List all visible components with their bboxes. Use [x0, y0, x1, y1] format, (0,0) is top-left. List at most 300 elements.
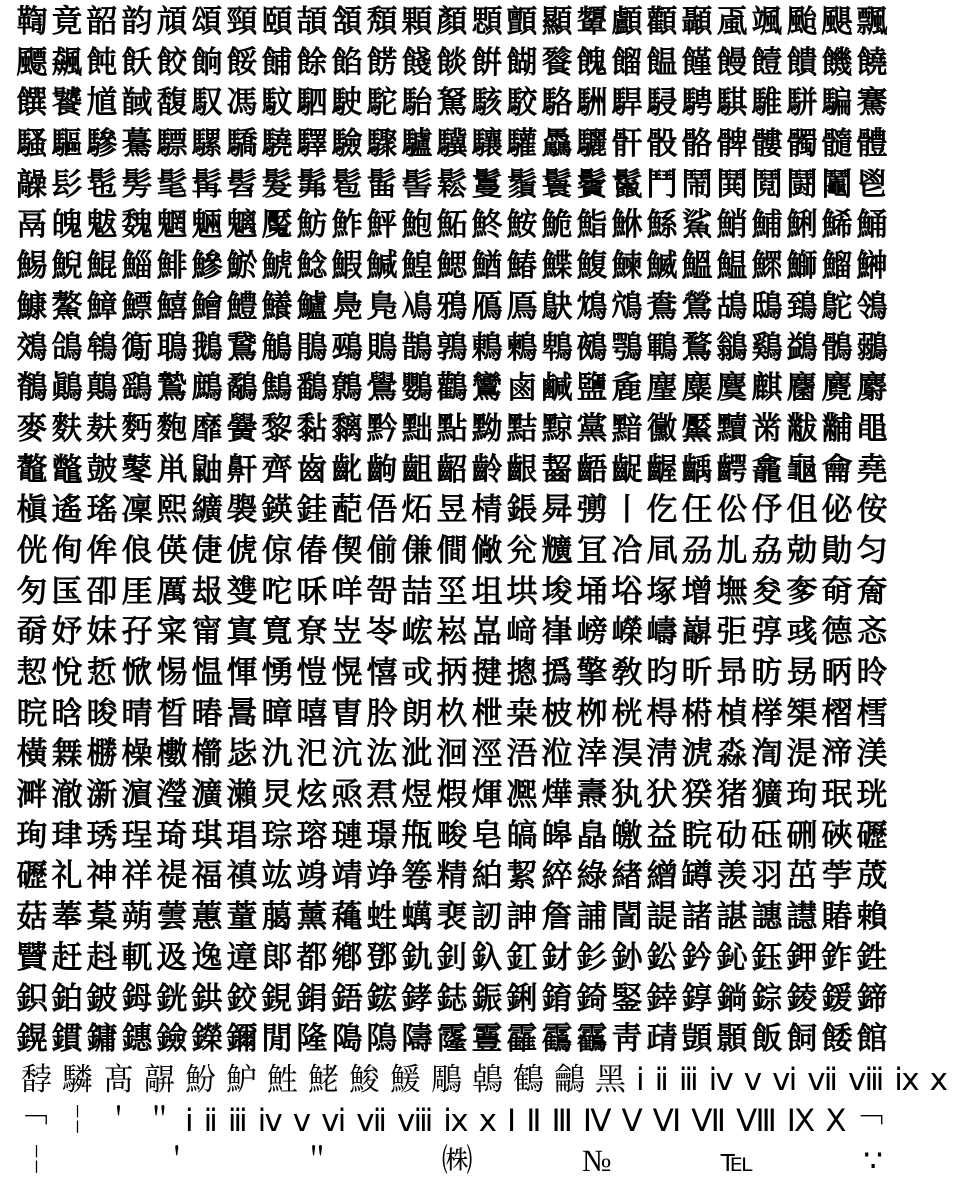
- glyph: 餘: [296, 44, 328, 81]
- glyph: 絜: [506, 858, 538, 895]
- glyph: 珣: [16, 817, 48, 854]
- glyph: 涇: [471, 736, 503, 773]
- glyph: 誾: [611, 899, 643, 936]
- glyph: 珒: [51, 817, 83, 854]
- glyph: 赶: [51, 939, 83, 976]
- glyph: 齒: [296, 451, 328, 488]
- glyph: Ⅲ: [551, 1102, 573, 1138]
- glyph: 騙: [821, 85, 853, 122]
- glyph: 厓: [121, 573, 153, 610]
- glyph: 魍: [156, 207, 188, 244]
- glyph: 槢: [821, 695, 853, 732]
- glyph: 黜: [401, 410, 433, 447]
- glyph: 鯏: [786, 207, 818, 244]
- glyph: 洄: [436, 736, 468, 773]
- glyph: 饒: [856, 44, 888, 81]
- glyph: 渹: [751, 736, 783, 773]
- glyph: 顥: [716, 1021, 748, 1058]
- glyph: 饋: [786, 44, 818, 81]
- glyph: 炅: [261, 777, 293, 814]
- glyph: 晗: [51, 695, 83, 732]
- glyph: 銈: [296, 492, 328, 529]
- glyph: 湜: [786, 736, 818, 773]
- glyph: ￢: [21, 1102, 52, 1138]
- glyph: 敎: [611, 655, 643, 691]
- glyph: 丨: [611, 492, 643, 529]
- glyph: 鮟: [506, 207, 538, 244]
- glyph: 犱: [611, 777, 643, 814]
- glyph: 髻: [401, 166, 433, 203]
- glyph: 珉: [821, 777, 853, 814]
- glyph: 寘: [226, 614, 258, 651]
- glyph: 玽: [786, 777, 818, 814]
- glyph: 鼡: [156, 451, 188, 488]
- glyph: ⅴ: [292, 1102, 312, 1138]
- glyph: 砡: [751, 817, 783, 854]
- glyph: 鹹: [541, 370, 573, 407]
- glyph: 浯: [506, 736, 538, 773]
- glyph: 鶚: [611, 329, 643, 366]
- glyph: 譿: [786, 899, 818, 936]
- glyph: 桄: [611, 695, 643, 732]
- glyph: 鸚: [401, 370, 433, 407]
- glyph: 霳: [436, 1021, 468, 1058]
- glyph: 咩: [331, 573, 363, 610]
- glyph: 淏: [611, 736, 643, 773]
- glyph: 騅: [751, 85, 783, 122]
- glyph: 寬: [261, 614, 293, 651]
- glyph: 餉: [191, 44, 223, 81]
- glyph: 鶯: [681, 288, 713, 325]
- glyph: 訷: [506, 899, 538, 936]
- glyph: 飩: [86, 44, 118, 81]
- glyph: 鰕: [331, 248, 363, 285]
- glyph: 櫤: [191, 736, 223, 773]
- glyph: 憘: [366, 655, 398, 691]
- glyph: 侒: [856, 492, 888, 529]
- glyph: 錝: [751, 980, 783, 1017]
- glyph: 俉: [366, 492, 398, 529]
- glyph-row: [16, 409, 888, 450]
- glyph: 馮: [226, 85, 258, 122]
- glyph: 騷: [16, 126, 48, 163]
- glyph: 橾: [121, 736, 153, 773]
- glyph: 鵤: [261, 329, 293, 366]
- glyph: 齬: [576, 451, 608, 488]
- glyph: 鬢: [576, 166, 608, 203]
- glyph: 墲: [716, 573, 748, 610]
- glyph: 駢: [786, 85, 818, 122]
- glyph: 鉙: [16, 980, 48, 1017]
- glyph: 魎: [191, 207, 223, 244]
- glyph: Ⅴ: [621, 1102, 643, 1138]
- glyph: 遧: [226, 939, 258, 976]
- glyph: 髟: [51, 166, 83, 203]
- glyph: 礰: [16, 858, 48, 895]
- glyph: 弴: [751, 614, 783, 651]
- glyph-row: [16, 205, 888, 246]
- glyph: 鈹: [86, 980, 118, 1017]
- glyph-row: [16, 572, 888, 613]
- glyph: 鋙: [331, 980, 363, 1017]
- glyph: 駑: [436, 85, 468, 122]
- glyph: 凬: [646, 532, 678, 569]
- glyph: 鰓: [436, 248, 468, 285]
- glyph: 釞: [471, 939, 503, 976]
- glyph: 鬧: [681, 166, 713, 203]
- glyph: 羽: [751, 858, 783, 895]
- glyph: 煇: [471, 777, 503, 814]
- glyph: ⅵ: [321, 1102, 347, 1138]
- glyph: 駻: [611, 85, 643, 122]
- glyph: 鴟: [751, 288, 783, 325]
- glyph: 饑: [821, 44, 853, 81]
- glyph: 珵: [121, 817, 153, 854]
- glyph: 冝: [576, 532, 608, 569]
- glyph: 餮: [541, 44, 573, 81]
- glyph: 嵓: [471, 614, 503, 651]
- glyph: 騁: [681, 85, 713, 122]
- glyph: Ⅱ: [526, 1102, 542, 1138]
- glyph: 侊: [16, 532, 48, 569]
- glyph: 珖: [856, 777, 888, 814]
- glyph: 鱶: [261, 288, 293, 325]
- glyph: 鋐: [366, 980, 398, 1017]
- glyph: 鰆: [506, 248, 538, 285]
- glyph: 鯰: [296, 248, 328, 285]
- glyph: ⅱ: [203, 1102, 218, 1138]
- glyph: 福: [191, 858, 223, 895]
- glyph: 倢: [191, 532, 223, 569]
- glyph: 髞: [16, 166, 48, 203]
- glyph: 伹: [786, 492, 818, 529]
- glyph: 鱠: [191, 288, 223, 325]
- glyph-row: [16, 775, 888, 816]
- glyph: 澵: [86, 777, 118, 814]
- glyph: 鉸: [226, 980, 258, 1017]
- glyph: 琩: [226, 817, 258, 854]
- glyph: 勛: [821, 532, 853, 569]
- glyph: 暿: [296, 695, 328, 732]
- glyph: 黐: [331, 410, 363, 447]
- glyph: 繒: [646, 858, 678, 895]
- glyph: Ⅸ: [786, 1102, 816, 1138]
- glyph: 駮: [506, 85, 538, 122]
- glyph: ￤: [21, 1143, 52, 1179]
- glyph: 祥: [121, 858, 153, 895]
- glyph: 駱: [541, 85, 573, 122]
- glyph: 賰: [821, 899, 853, 936]
- glyph: 驛: [296, 126, 328, 163]
- glyph: 餾: [611, 44, 643, 81]
- glyph: 劦: [751, 532, 783, 569]
- glyph: 鰄: [646, 248, 678, 285]
- glyph: 靑: [611, 1021, 643, 1058]
- glyph: 兊: [506, 532, 538, 569]
- glyph: 鼕: [121, 451, 153, 488]
- glyph: 鮓: [331, 207, 363, 244]
- glyph: 鷙: [156, 370, 188, 407]
- glyph: 黎: [261, 410, 293, 447]
- glyph: 麌: [716, 370, 748, 407]
- glyph: 鴣: [716, 288, 748, 325]
- glyph: 﨓: [681, 695, 713, 732]
- glyph: 炫: [296, 777, 328, 814]
- glyph: 嵭: [576, 614, 608, 651]
- glyph: ⅳ: [257, 1102, 283, 1138]
- glyph: 鰥: [751, 248, 783, 285]
- glyph: 靍: [541, 1021, 573, 1058]
- glyph: 樰: [856, 695, 888, 732]
- glyph: 霻: [471, 1021, 503, 1058]
- glyph: 黔: [366, 410, 398, 447]
- glyph: 鷽: [366, 370, 398, 407]
- glyph: 驢: [401, 126, 433, 163]
- glyph: 竟: [51, 4, 83, 40]
- glyph: 淼: [716, 736, 748, 773]
- glyph: 鉀: [786, 939, 818, 976]
- glyph: 伃: [751, 492, 783, 529]
- glyph: 顰: [576, 4, 608, 40]
- glyph-row: [16, 368, 888, 409]
- glyph: 顱: [611, 4, 643, 40]
- glyph: 鰈: [541, 248, 573, 285]
- glyph: ⅰ: [636, 1061, 645, 1097]
- glyph: ∵: [863, 1143, 883, 1179]
- glyph: 髷: [366, 166, 398, 203]
- glyph: Ⅵ: [652, 1102, 682, 1138]
- glyph: 驩: [506, 126, 538, 163]
- glyph: 髓: [821, 126, 853, 163]
- glyph: 昱: [436, 492, 468, 529]
- glyph: ⅶ: [807, 1061, 838, 1097]
- glyph: 驤: [471, 126, 503, 163]
- glyph: 鈐: [681, 939, 713, 976]
- glyph: 驂: [86, 126, 118, 163]
- glyph: 岺: [366, 614, 398, 651]
- glyph: 齧: [541, 451, 573, 488]
- glyph: 硎: [786, 817, 818, 854]
- glyph: 垬: [506, 573, 538, 610]
- glyph: 摠: [506, 655, 538, 691]
- glyph: 釥: [611, 939, 643, 976]
- glyph: 鶤: [646, 329, 678, 366]
- glyph: 夋: [751, 573, 783, 610]
- glyph: 燁: [541, 777, 573, 814]
- glyph: 晥: [16, 695, 48, 732]
- glyph: 鋧: [261, 980, 293, 1017]
- glyph: 鯣: [16, 248, 48, 285]
- glyph: 琮: [261, 817, 293, 854]
- glyph: 﨩: [331, 1021, 363, 1058]
- glyph: 羡: [716, 858, 748, 895]
- glyph: 釗: [436, 939, 468, 976]
- glyph: 彧: [786, 614, 818, 651]
- glyph: 蕙: [191, 899, 223, 936]
- glyph: 昕: [681, 655, 713, 691]
- glyph: 鷄: [751, 329, 783, 366]
- glyph: 齣: [366, 451, 398, 488]
- glyph: 鰾: [121, 288, 153, 325]
- glyph: 颶: [821, 4, 853, 40]
- glyph: 嶸: [611, 614, 643, 651]
- glyph: 黏: [296, 410, 328, 447]
- glyph: 愰: [331, 655, 363, 691]
- glyph: 鯔: [121, 248, 153, 285]
- glyph: ⅹ: [478, 1102, 498, 1138]
- glyph: 葈: [86, 899, 118, 936]
- glyph: 礼: [51, 858, 83, 895]
- glyph: 鼈: [51, 451, 83, 488]
- glyph: 璟: [366, 817, 398, 854]
- glyph: 齔: [331, 451, 363, 488]
- glyph: 鵝: [191, 329, 223, 366]
- glyph: 鮃: [366, 207, 398, 244]
- glyph: 焏: [331, 777, 363, 814]
- glyph: 餒: [226, 44, 258, 81]
- glyph: ⅸ: [894, 1061, 920, 1097]
- glyph: 賴: [856, 899, 888, 936]
- glyph: 麸: [86, 410, 118, 447]
- glyph: 鵄: [786, 288, 818, 325]
- glyph: 瀨: [226, 777, 258, 814]
- glyph: 鯊: [681, 207, 713, 244]
- glyph: 黠: [506, 410, 538, 447]
- glyph: 鵯: [541, 329, 573, 366]
- glyph: 奣: [16, 614, 48, 651]
- glyph: 愠: [191, 655, 223, 691]
- glyph: 鮱: [308, 1061, 339, 1097]
- glyph: 惕: [156, 655, 188, 691]
- glyph: 鯆: [751, 207, 783, 244]
- glyph: 皷: [86, 451, 118, 488]
- glyph: 飃: [16, 44, 48, 81]
- glyph: 鴆: [576, 288, 608, 325]
- glyph: 鹵: [506, 370, 538, 407]
- glyph: 骰: [646, 126, 678, 163]
- glyph: 鍗: [856, 980, 888, 1017]
- glyph: 鬥: [646, 166, 678, 203]
- glyph: 鋻: [611, 980, 643, 1017]
- glyph: 鰮: [681, 248, 713, 285]
- glyph: 鸛: [436, 370, 468, 407]
- glyph: 鎤: [16, 1021, 48, 1058]
- glyph: 騫: [856, 85, 888, 122]
- glyph: 鋗: [296, 980, 328, 1017]
- glyph: 饂: [646, 44, 678, 81]
- glyph: 鵈: [156, 329, 188, 366]
- glyph: 悅: [51, 655, 83, 691]
- glyph: 暲: [261, 695, 293, 732]
- glyph: 驪: [576, 126, 608, 163]
- glyph: 鱧: [226, 288, 258, 325]
- glyph: 黷: [716, 410, 748, 447]
- glyph: 鰔: [366, 248, 398, 285]
- glyph: 礰: [856, 817, 888, 854]
- glyph: 卲: [86, 573, 118, 610]
- glyph: 鬩: [751, 166, 783, 203]
- glyph: 鮏: [267, 1061, 298, 1097]
- glyph: 靕: [646, 1021, 678, 1058]
- glyph: 渧: [821, 736, 853, 773]
- glyph: 禛: [226, 858, 258, 895]
- glyph: 劯: [716, 817, 748, 854]
- glyph: 駟: [296, 85, 328, 122]
- glyph: 鬆: [436, 166, 468, 203]
- glyph: 鰲: [51, 288, 83, 325]
- glyph: 頌: [191, 4, 223, 40]
- glyph: 鍈: [261, 492, 293, 529]
- glyph: 鋹: [506, 492, 538, 529]
- glyph: 駸: [646, 85, 678, 122]
- glyph: 麩: [51, 410, 83, 447]
- glyph: 愑: [261, 655, 293, 691]
- glyph: 匀: [856, 532, 888, 569]
- glyph: 饕: [51, 85, 83, 122]
- character-sheet: [16, 2, 949, 1182]
- glyph: 昮: [786, 655, 818, 691]
- glyph: 鯲: [226, 248, 258, 285]
- glyph: 馥: [156, 85, 188, 122]
- glyph: 熙: [156, 492, 188, 529]
- glyph: 鳫: [506, 288, 538, 325]
- glyph: 溿: [16, 777, 48, 814]
- glyph: 淲: [681, 736, 713, 773]
- glyph: 鼾: [226, 451, 258, 488]
- glyph-row: [16, 124, 888, 165]
- glyph: 隝: [366, 1021, 398, 1058]
- glyph: 頽: [366, 4, 398, 40]
- glyph: 晴: [121, 695, 153, 732]
- glyph: 驎: [62, 1061, 93, 1097]
- glyph: 鴾: [86, 329, 118, 366]
- glyph: ⅰ: [185, 1102, 194, 1138]
- glyph: 絈: [471, 858, 503, 895]
- glyph: 犾: [646, 777, 678, 814]
- glyph-row: [16, 938, 888, 979]
- glyph-row: [16, 246, 888, 287]
- glyph: 黽: [856, 410, 888, 447]
- glyph: 寀: [156, 614, 188, 651]
- glyph: 昉: [751, 655, 783, 691]
- glyph: 惞: [121, 655, 153, 691]
- glyph: 蕫: [226, 899, 258, 936]
- glyph: ⅷ: [396, 1102, 434, 1138]
- glyph: 鉑: [51, 980, 83, 1017]
- glyph: 晳: [156, 695, 188, 732]
- glyph: 睆: [681, 817, 713, 854]
- glyph: 精: [436, 858, 468, 895]
- glyph: 郞: [261, 939, 293, 976]
- glyph: 餡: [331, 44, 363, 81]
- glyph: 咜: [261, 573, 293, 610]
- glyph: 齊: [261, 451, 293, 488]
- glyph: 蕓: [156, 899, 188, 936]
- glyph: 驫: [541, 126, 573, 163]
- glyph: 棏: [646, 695, 678, 732]
- glyph: 﨏: [611, 573, 643, 610]
- glyph: 崧: [436, 614, 468, 651]
- glyph: 魲: [226, 1061, 257, 1097]
- glyph: 鄧: [366, 939, 398, 976]
- glyph: 顆: [401, 4, 433, 40]
- glyph: 髣: [121, 166, 153, 203]
- glyph: 鱇: [16, 288, 48, 325]
- glyph: 餧: [821, 1021, 853, 1058]
- glyph: 詹: [541, 899, 573, 936]
- glyph: 汜: [296, 736, 328, 773]
- glyph: 鸙: [554, 1061, 585, 1097]
